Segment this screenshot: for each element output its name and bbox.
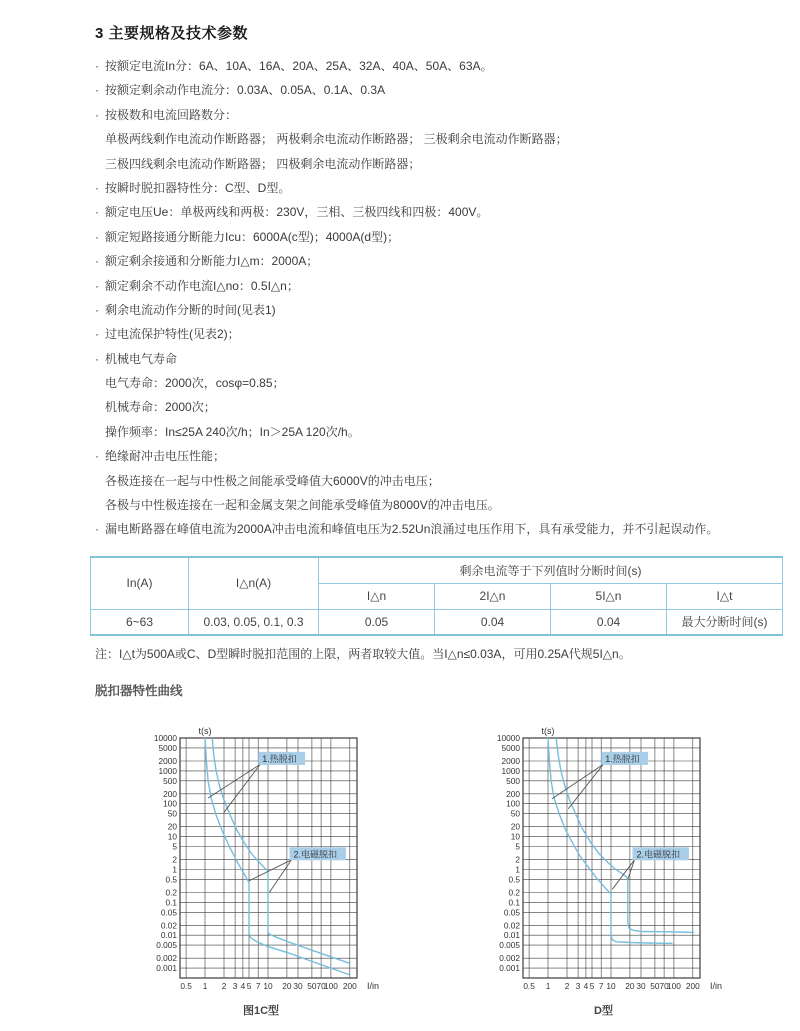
spec-line xyxy=(95,54,785,78)
x-tick-label: 7 xyxy=(598,981,604,991)
y-tick-label: 10000 xyxy=(153,733,177,743)
bullet-icon: · xyxy=(95,522,99,537)
y-tick-label: 0.02 xyxy=(503,920,520,931)
spec-line xyxy=(95,347,785,371)
spec-text: 额定剩余接通和分断能力I△m：2000A； xyxy=(105,254,319,269)
y-tick-label: 5000 xyxy=(158,742,177,753)
spec-text: 剩余电流动作分断的时间(见表1) xyxy=(105,302,276,317)
y-tick-label: 100 xyxy=(163,798,177,809)
y-axis-title: t(s) xyxy=(541,726,555,736)
y-tick-label: 0.01 xyxy=(503,930,520,941)
bullet-icon: · xyxy=(95,59,99,73)
y-tick-label: 10 xyxy=(510,831,520,842)
x-tick-label: 20 xyxy=(282,981,292,991)
table-subheader: 5I△n xyxy=(551,583,667,609)
annotation-leader-line xyxy=(269,860,291,893)
y-tick-label: 0.05 xyxy=(503,907,520,918)
table-cell: 0.03, 0.05, 0.1, 0.3 xyxy=(189,609,319,635)
table-cell: 最大分断时间(s) xyxy=(667,609,783,635)
spec-text: 按额定剩余动作电流分：0.03A、0.05A、0.1A、0.3A xyxy=(105,83,386,98)
bullet-icon: · xyxy=(95,107,99,122)
y-tick-label: 1 xyxy=(515,864,520,875)
x-tick-label: 3 xyxy=(232,981,238,991)
table-cell: 0.05 xyxy=(319,609,435,635)
x-axis-title: I/in xyxy=(710,981,723,991)
x-tick-label: 70 xyxy=(659,981,669,991)
table-note: 注：I△t为500A或C、D型瞬时脱扣范围的上限，两者取较大值。当I△n≤0.03A，可用0.25A代规5I△n。 xyxy=(95,647,631,661)
y-tick-label: 0.01 xyxy=(160,930,177,941)
bullet-icon: · xyxy=(95,302,99,317)
y-tick-label: 0.002 xyxy=(156,953,177,964)
annotation-text: 1.热脱扣 xyxy=(605,753,640,764)
x-tick-label: 200 xyxy=(685,981,700,991)
spec-text: 电气寿命：2000次，cosφ=0.85； xyxy=(105,376,285,391)
table-header-span: 剩余电流等于下列值时分断时间(s) xyxy=(319,557,783,583)
table-subheader: I△n xyxy=(319,583,435,609)
x-tick-label: 20 xyxy=(625,981,635,991)
y-tick-label: 0.005 xyxy=(156,940,177,951)
x-tick-label: 50 xyxy=(307,981,317,991)
y-tick-label: 10 xyxy=(167,831,177,842)
table-row xyxy=(91,609,783,635)
y-tick-label: 0.1 xyxy=(165,897,177,908)
table-subheader: I△t xyxy=(667,583,783,609)
y-tick-label: 100 xyxy=(506,798,520,809)
bullet-icon: · xyxy=(95,327,99,342)
chart-caption-d-type: D型 xyxy=(594,1005,613,1017)
table-cell: 0.04 xyxy=(435,609,551,635)
spec-text: 机械电气寿命 xyxy=(105,351,178,366)
section-label: 脱扣器特性曲线 xyxy=(95,684,183,698)
spec-text: 按极数和电流回路数分： xyxy=(105,107,238,122)
x-tick-label: 200 xyxy=(342,981,357,991)
y-tick-label: 0.001 xyxy=(156,963,177,974)
x-tick-label: 30 xyxy=(636,981,646,991)
spec-text: 过电流保护特性(见表2)； xyxy=(105,327,240,342)
y-tick-label: 10000 xyxy=(496,733,520,743)
spec-line xyxy=(95,469,785,493)
spec-line xyxy=(95,517,785,541)
y-tick-label: 1000 xyxy=(158,765,177,776)
spec-line xyxy=(95,249,785,273)
spec-line xyxy=(95,200,785,224)
bullet-icon: · xyxy=(95,205,99,220)
y-tick-label: 5000 xyxy=(501,742,520,753)
spec-text: 单极两线剩作电流动作断路器； 两极剩余电流动作断路器； 三极剩余电流动作断路器； xyxy=(105,132,568,147)
spec-text: 三极四线剩余电流动作断路器； 四极剩余电流动作断路器； xyxy=(105,156,421,171)
x-tick-label: 7 xyxy=(255,981,261,991)
y-tick-label: 200 xyxy=(506,788,520,799)
x-tick-label: 100 xyxy=(323,981,338,991)
y-tick-label: 0.5 xyxy=(508,874,520,885)
spec-text: 按瞬时脱扣器特性分：C型、D型。 xyxy=(105,180,291,195)
y-tick-label: 500 xyxy=(163,775,177,786)
spec-line xyxy=(95,420,785,444)
annotation-text: 2.电磁脱扣 xyxy=(636,849,681,860)
x-tick-label: 2 xyxy=(221,981,227,991)
bullet-icon: · xyxy=(95,278,99,293)
x-tick-label: 2 xyxy=(564,981,570,991)
y-tick-label: 2000 xyxy=(158,756,177,766)
bullet-icon: · xyxy=(95,180,99,195)
table-cell: 0.04 xyxy=(551,609,667,635)
x-tick-label: 50 xyxy=(650,981,660,991)
trip-time-table xyxy=(90,556,783,636)
spec-text: 按额定电流In分：6A、10A、16A、20A、25A、32A、40A、50A、63A。 xyxy=(105,59,493,73)
x-tick-label: 70 xyxy=(316,981,326,991)
y-tick-label: 5 xyxy=(172,841,177,852)
x-tick-label: 1 xyxy=(202,981,208,991)
spec-list xyxy=(95,54,785,542)
spec-line xyxy=(95,444,785,468)
trip-curve-chart-d-type xyxy=(466,722,800,1008)
y-tick-label: 50 xyxy=(510,808,520,819)
y-tick-label: 0.2 xyxy=(165,887,177,898)
spec-text: 额定短路接通分断能力Icu：6000A(c型)；4000A(d型)； xyxy=(105,229,400,244)
y-tick-label: 0.002 xyxy=(499,953,520,964)
table-subheader: 2I△n xyxy=(435,583,551,609)
x-tick-label: 3 xyxy=(575,981,581,991)
spec-line xyxy=(95,78,785,102)
chart-svg xyxy=(123,722,458,1003)
spec-line xyxy=(95,274,785,298)
bullet-icon: · xyxy=(95,229,99,244)
x-tick-label: 10 xyxy=(606,981,616,991)
table-header-in: In(A) xyxy=(91,557,189,609)
annotation-leader-line xyxy=(249,860,292,881)
spec-line xyxy=(95,371,785,395)
spec-line xyxy=(95,225,785,249)
spec-line xyxy=(95,298,785,322)
page-title: 3 主要规格及技术参数 xyxy=(95,25,249,42)
y-tick-label: 2 xyxy=(515,854,520,865)
chart-svg xyxy=(466,722,800,1003)
annotation-text: 2.电磁脱扣 xyxy=(293,849,338,860)
x-tick-label: 0.5 xyxy=(180,981,192,991)
trip-curve-chart-c-type xyxy=(123,722,458,1008)
table-header-idn: I△n(A) xyxy=(189,557,319,609)
y-tick-label: 0.001 xyxy=(499,963,520,974)
y-tick-label: 500 xyxy=(506,775,520,786)
x-tick-label: 5 xyxy=(589,981,595,991)
y-tick-label: 0.05 xyxy=(160,907,177,918)
x-tick-label: 4 xyxy=(240,981,246,991)
y-tick-label: 20 xyxy=(510,821,520,832)
spec-line xyxy=(95,395,785,419)
spec-text: 额定电压Ue：单极两线和两极：230V，三相、三极四线和四极：400V。 xyxy=(105,205,489,220)
x-axis-title: I/in xyxy=(367,981,380,991)
y-tick-label: 50 xyxy=(167,808,177,819)
spec-line xyxy=(95,127,785,151)
y-tick-label: 0.5 xyxy=(165,874,177,885)
x-tick-label: 5 xyxy=(246,981,252,991)
y-tick-label: 1000 xyxy=(501,765,520,776)
y-tick-label: 0.02 xyxy=(160,920,177,931)
y-tick-label: 2000 xyxy=(501,756,520,766)
y-tick-label: 5 xyxy=(515,841,520,852)
spec-text: 各极与中性极连接在一起和金属支架之间能承受峰值为8000V的冲击电压。 xyxy=(105,498,500,513)
y-tick-label: 20 xyxy=(167,821,177,832)
y-tick-label: 0.2 xyxy=(508,887,520,898)
spec-text: 额定剩余不动作电流I△no：0.5I△n； xyxy=(105,278,299,293)
spec-text: 绝缘耐冲击电压性能； xyxy=(105,449,226,464)
y-tick-label: 0.005 xyxy=(499,940,520,951)
spec-text: 操作频率：In≤25A 240次/h；In＞25A 120次/h。 xyxy=(105,424,360,439)
y-tick-label: 0.1 xyxy=(508,897,520,908)
annotation-text: 1.热脱扣 xyxy=(262,753,297,764)
spec-line xyxy=(95,152,785,176)
spec-text: 机械寿命：2000次； xyxy=(105,400,216,415)
trip-curve-curve2 xyxy=(556,738,694,932)
spec-line xyxy=(95,322,785,346)
bullet-icon: · xyxy=(95,254,99,269)
y-tick-label: 2 xyxy=(172,854,177,865)
bullet-icon: · xyxy=(95,449,99,464)
x-tick-label: 0.5 xyxy=(523,981,535,991)
x-tick-label: 4 xyxy=(583,981,589,991)
x-tick-label: 10 xyxy=(263,981,273,991)
spec-line xyxy=(95,176,785,200)
y-tick-label: 200 xyxy=(163,788,177,799)
annotation-leader-line xyxy=(612,860,634,890)
y-axis-title: t(s) xyxy=(198,726,212,736)
bullet-icon: · xyxy=(95,83,99,98)
y-tick-label: 1 xyxy=(172,864,177,875)
x-tick-label: 1 xyxy=(545,981,551,991)
spec-text: 漏电断路器在峰值电流为2000A冲击电流和峰值电压为2.52Un浪涌过电压作用下，具有承受能力，并不引起误动作。 xyxy=(105,522,719,537)
chart-caption-c-type: 图1C型 xyxy=(243,1005,280,1017)
spec-line xyxy=(95,103,785,127)
x-tick-label: 100 xyxy=(666,981,681,991)
x-tick-label: 30 xyxy=(293,981,303,991)
table-cell: 6~63 xyxy=(91,609,189,635)
bullet-icon: · xyxy=(95,351,99,366)
annotation-leader-line xyxy=(224,764,260,812)
spec-text: 各极连接在一起与中性极之间能承受峰值大6000V的冲击电压； xyxy=(105,473,440,488)
spec-line xyxy=(95,493,785,517)
